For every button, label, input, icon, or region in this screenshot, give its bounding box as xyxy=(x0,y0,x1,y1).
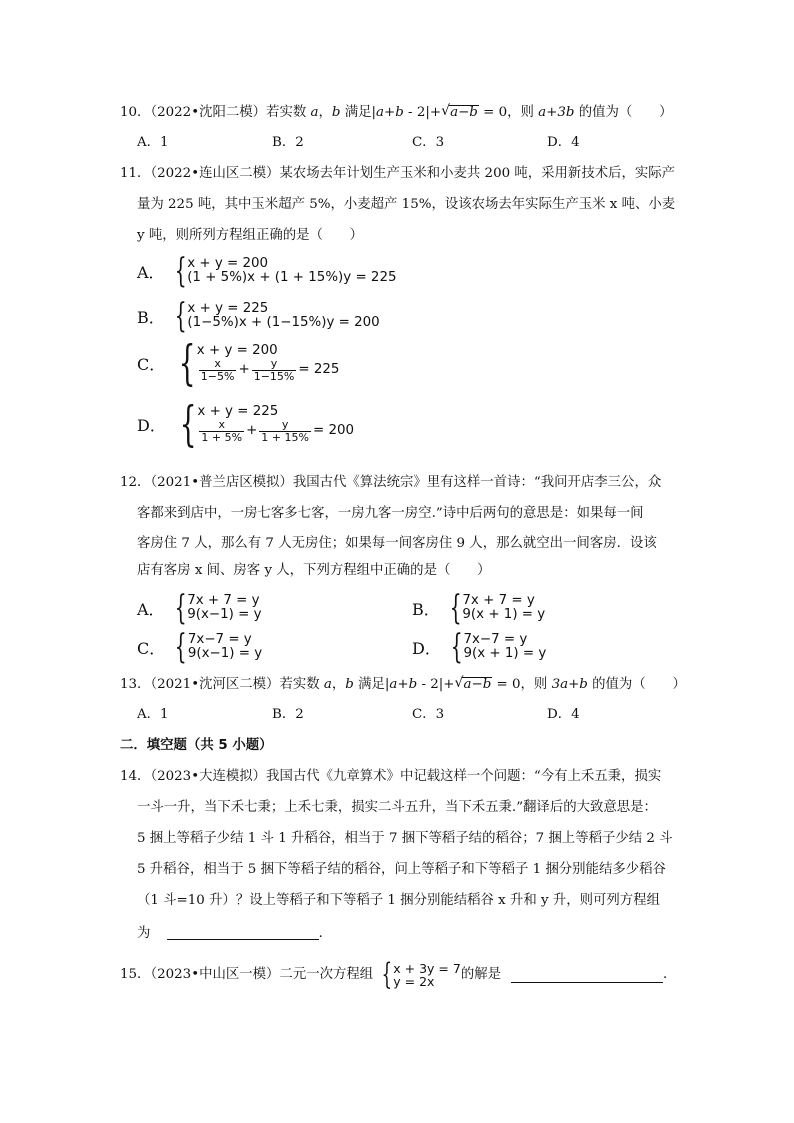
q11-line2: 量为 225 吨，其中玉米超产 5%，小麦超产 15%，设该农场去年实际生产玉米 x 吨、小麦 xyxy=(137,197,676,212)
q13-stem: 13．（2021•沈河区二模）若实数 a，b 满足|a+b - 2|+ √ a−b = 0，则 3a+b 的值为（ ） xyxy=(120,675,686,692)
q14-line1: 14．（2023•大连模拟）我国古代《九章算术》中记载这样一个问题：“今有上禾五秉，损实 xyxy=(120,769,662,784)
q12-option-a: A． { 7x + 7 = y 9(x−1) = y xyxy=(137,588,262,628)
q11-option-c: C． { x + y = 200 $\frac{x}{1-5\%}$ + $\frac{y}{1-15\%}$ = 225 xyxy=(137,335,340,391)
q12-line3: 客房住 7 人，那么有 7 人无房住；如果每一间客房住 9 人，那么就空出一间客房．设该 xyxy=(137,536,657,551)
q15-stem: 15．（2023•中山区一模）二元一次方程组 { x + 3y = 7 y = 2x 的解是 ． xyxy=(120,957,677,992)
q12-line4: 店有客房 x 间、房客 y 人，下列方程组中正确的是（ ） xyxy=(137,563,491,578)
q13-option-c: C．3 xyxy=(412,707,445,722)
q11-option-d: D． { x + y = 225 $\frac{x}{1 + 5\%}$ + $\frac{y}{1 + 15\%}$ = 200 xyxy=(137,396,355,452)
q13-option-b: B．2 xyxy=(272,707,304,722)
q11-line3: y 吨，则所列方程组正确的是（ ） xyxy=(137,228,364,243)
q12-line2: 客都来到店中，一房七客多七客，一房九客一房空.”诗中后两句的意思是：如果每一间 xyxy=(137,506,644,521)
sqrt-symbol: √ a−b xyxy=(441,103,478,120)
q14-line5: （1 斗=10 升）？设上等稻子和下等稻子 1 捆分别能结稻谷 x 升和 y 升，则可列方程组 xyxy=(137,893,660,908)
q10-option-a: A．1 xyxy=(137,135,169,150)
q10-option-b: B．2 xyxy=(272,135,304,150)
q12-option-c: C． { 7x−7 = y 9(x−1) = y xyxy=(137,627,263,667)
q14-line4: 5 升稻谷，相当于 5 捆下等稻子结的稻谷，问上等稻子和下等稻子 1 捆分别能结多少稻谷 xyxy=(137,862,666,877)
q14-line3: 5 捆上等稻子少结 1 斗 1 升稻谷，相当于 7 捆下等稻子结的稻谷；7 捆上等稻子少结 2 斗 xyxy=(137,831,673,846)
q12-option-b: B． { 7x + 7 = y 9(x + 1) = y xyxy=(412,588,546,628)
q14-answer-blank[interactable] xyxy=(167,925,319,940)
section-heading-fill-in: 二．填空题（共 5 小题） xyxy=(120,738,273,753)
q12-option-d: D． { 7x−7 = y 9(x + 1) = y xyxy=(412,627,547,667)
q10-stem: 10．（2022•沈阳二模）若实数 a，b 满足|a+b - 2|+ √ a−b = 0，则 a+3b 的值为（ ） xyxy=(120,103,673,120)
q11-option-a: A． { x + y = 200 (1 + 5%)x + (1 + 15%)y = 225 xyxy=(137,251,397,291)
q15-answer-blank[interactable] xyxy=(511,968,663,983)
q11-line1: 11．（2022•连山区二模）某农场去年计划生产玉米和小麦共 200 吨，采用新技术后，实际产 xyxy=(120,166,676,181)
q12-line1: 12．（2021•普兰店区模拟）我国古代《算法统宗》里有这样一首诗：“我问开店李三公，众 xyxy=(120,475,662,490)
sqrt-symbol: √ a−b xyxy=(454,675,492,692)
q13-option-a: A．1 xyxy=(137,707,169,722)
q11-option-b: B． { x + y = 225 (1−5%)x + (1−15%)y = 200 xyxy=(137,296,380,336)
q14-line2: 一斗一升，当下禾七秉；上禾七秉，损实二斗五升，当下禾五秉.”翻译后的大致意思是： xyxy=(137,800,657,815)
q10-option-c: C．3 xyxy=(412,135,445,150)
q14-line6: 为 ． xyxy=(137,926,333,941)
q13-option-d: D．4 xyxy=(547,707,580,722)
q10-option-d: D．4 xyxy=(547,135,580,150)
